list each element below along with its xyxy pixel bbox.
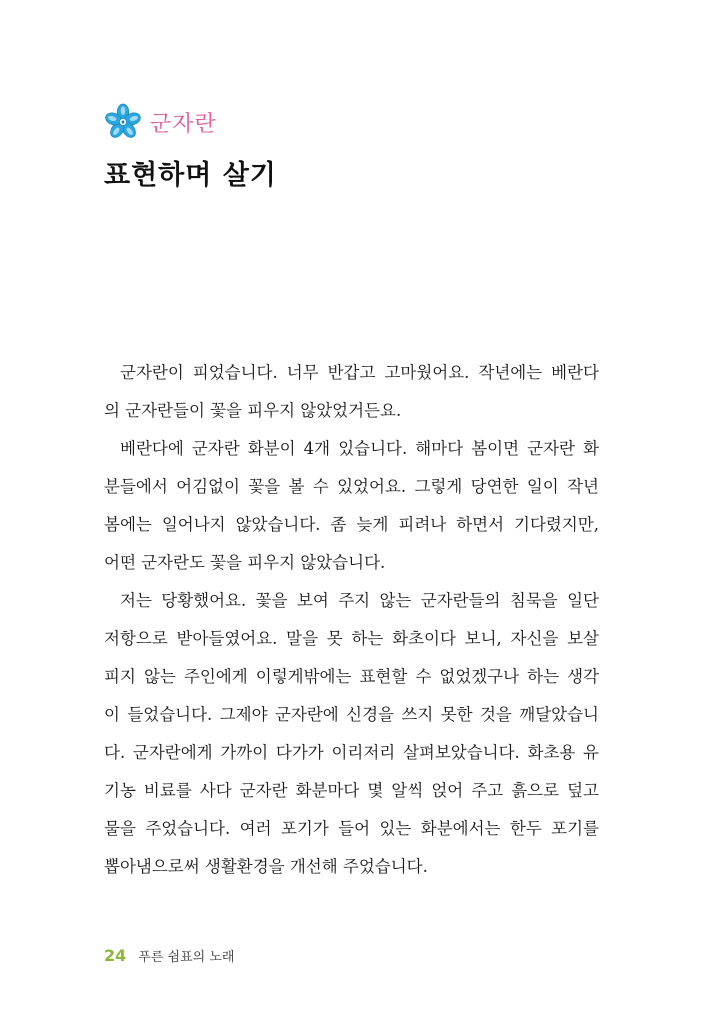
text-line: 저항으로 받아들였어요. 말을 못 하는 화초이다 보니, 자신을 보살	[104, 629, 599, 648]
page-footer	[104, 946, 234, 965]
section-label: 군자란	[150, 111, 217, 137]
text-line: 이 들었습니다. 그제야 군자란에 신경을 쓰지 못한 것을 깨달았습니	[104, 705, 599, 724]
paragraph	[104, 354, 599, 430]
paragraph	[104, 582, 599, 886]
section-header	[104, 103, 217, 141]
text-line: 뽑아냄으로써 생활환경을 개선해 주었습니다.	[104, 857, 428, 876]
paragraph	[104, 430, 599, 582]
text-line: 다. 군자란에게 가까이 다가가 이리저리 살펴보았습니다. 화초용 유	[104, 743, 599, 762]
text-line: 군자란이 피었습니다. 너무 반갑고 고마웠어요. 작년에는 베란다	[120, 363, 599, 382]
book-title: 푸른 쉼표의 노래	[138, 950, 235, 965]
text-line: 피지 않는 주인에게 이렇게밖에는 표현할 수 없었겠구나 하는 생각	[104, 667, 599, 686]
page-number: 24	[104, 946, 127, 965]
text-line: 어떤 군자란도 꽃을 피우지 않았습니다.	[104, 553, 386, 572]
text-line: 물을 주었습니다. 여러 포기가 들어 있는 화분에서는 한두 포기를	[104, 819, 599, 838]
text-line: 기농 비료를 사다 군자란 화분마다 몇 알씩 얹어 주고 흙으로 덮고	[104, 781, 599, 800]
blue-flower-icon	[104, 103, 142, 141]
text-line: 베란다에 군자란 화분이 4개 있습니다. 해마다 봄이면 군자란 화	[120, 439, 599, 458]
chapter-title: 표현하며 살기	[104, 160, 277, 191]
body-text	[104, 354, 599, 886]
text-line: 저는 당황했어요. 꽃을 보여 주지 않는 군자란들의 침묵을 일단	[120, 591, 599, 610]
text-line: 의 군자란들이 꽃을 피우지 않았었거든요.	[104, 401, 402, 420]
text-line: 분들에서 어김없이 꽃을 볼 수 있었어요. 그렇게 당연한 일이 작년	[104, 477, 599, 496]
text-line: 봄에는 일어나지 않았습니다. 좀 늦게 피려나 하면서 기다렸지만,	[104, 515, 599, 534]
